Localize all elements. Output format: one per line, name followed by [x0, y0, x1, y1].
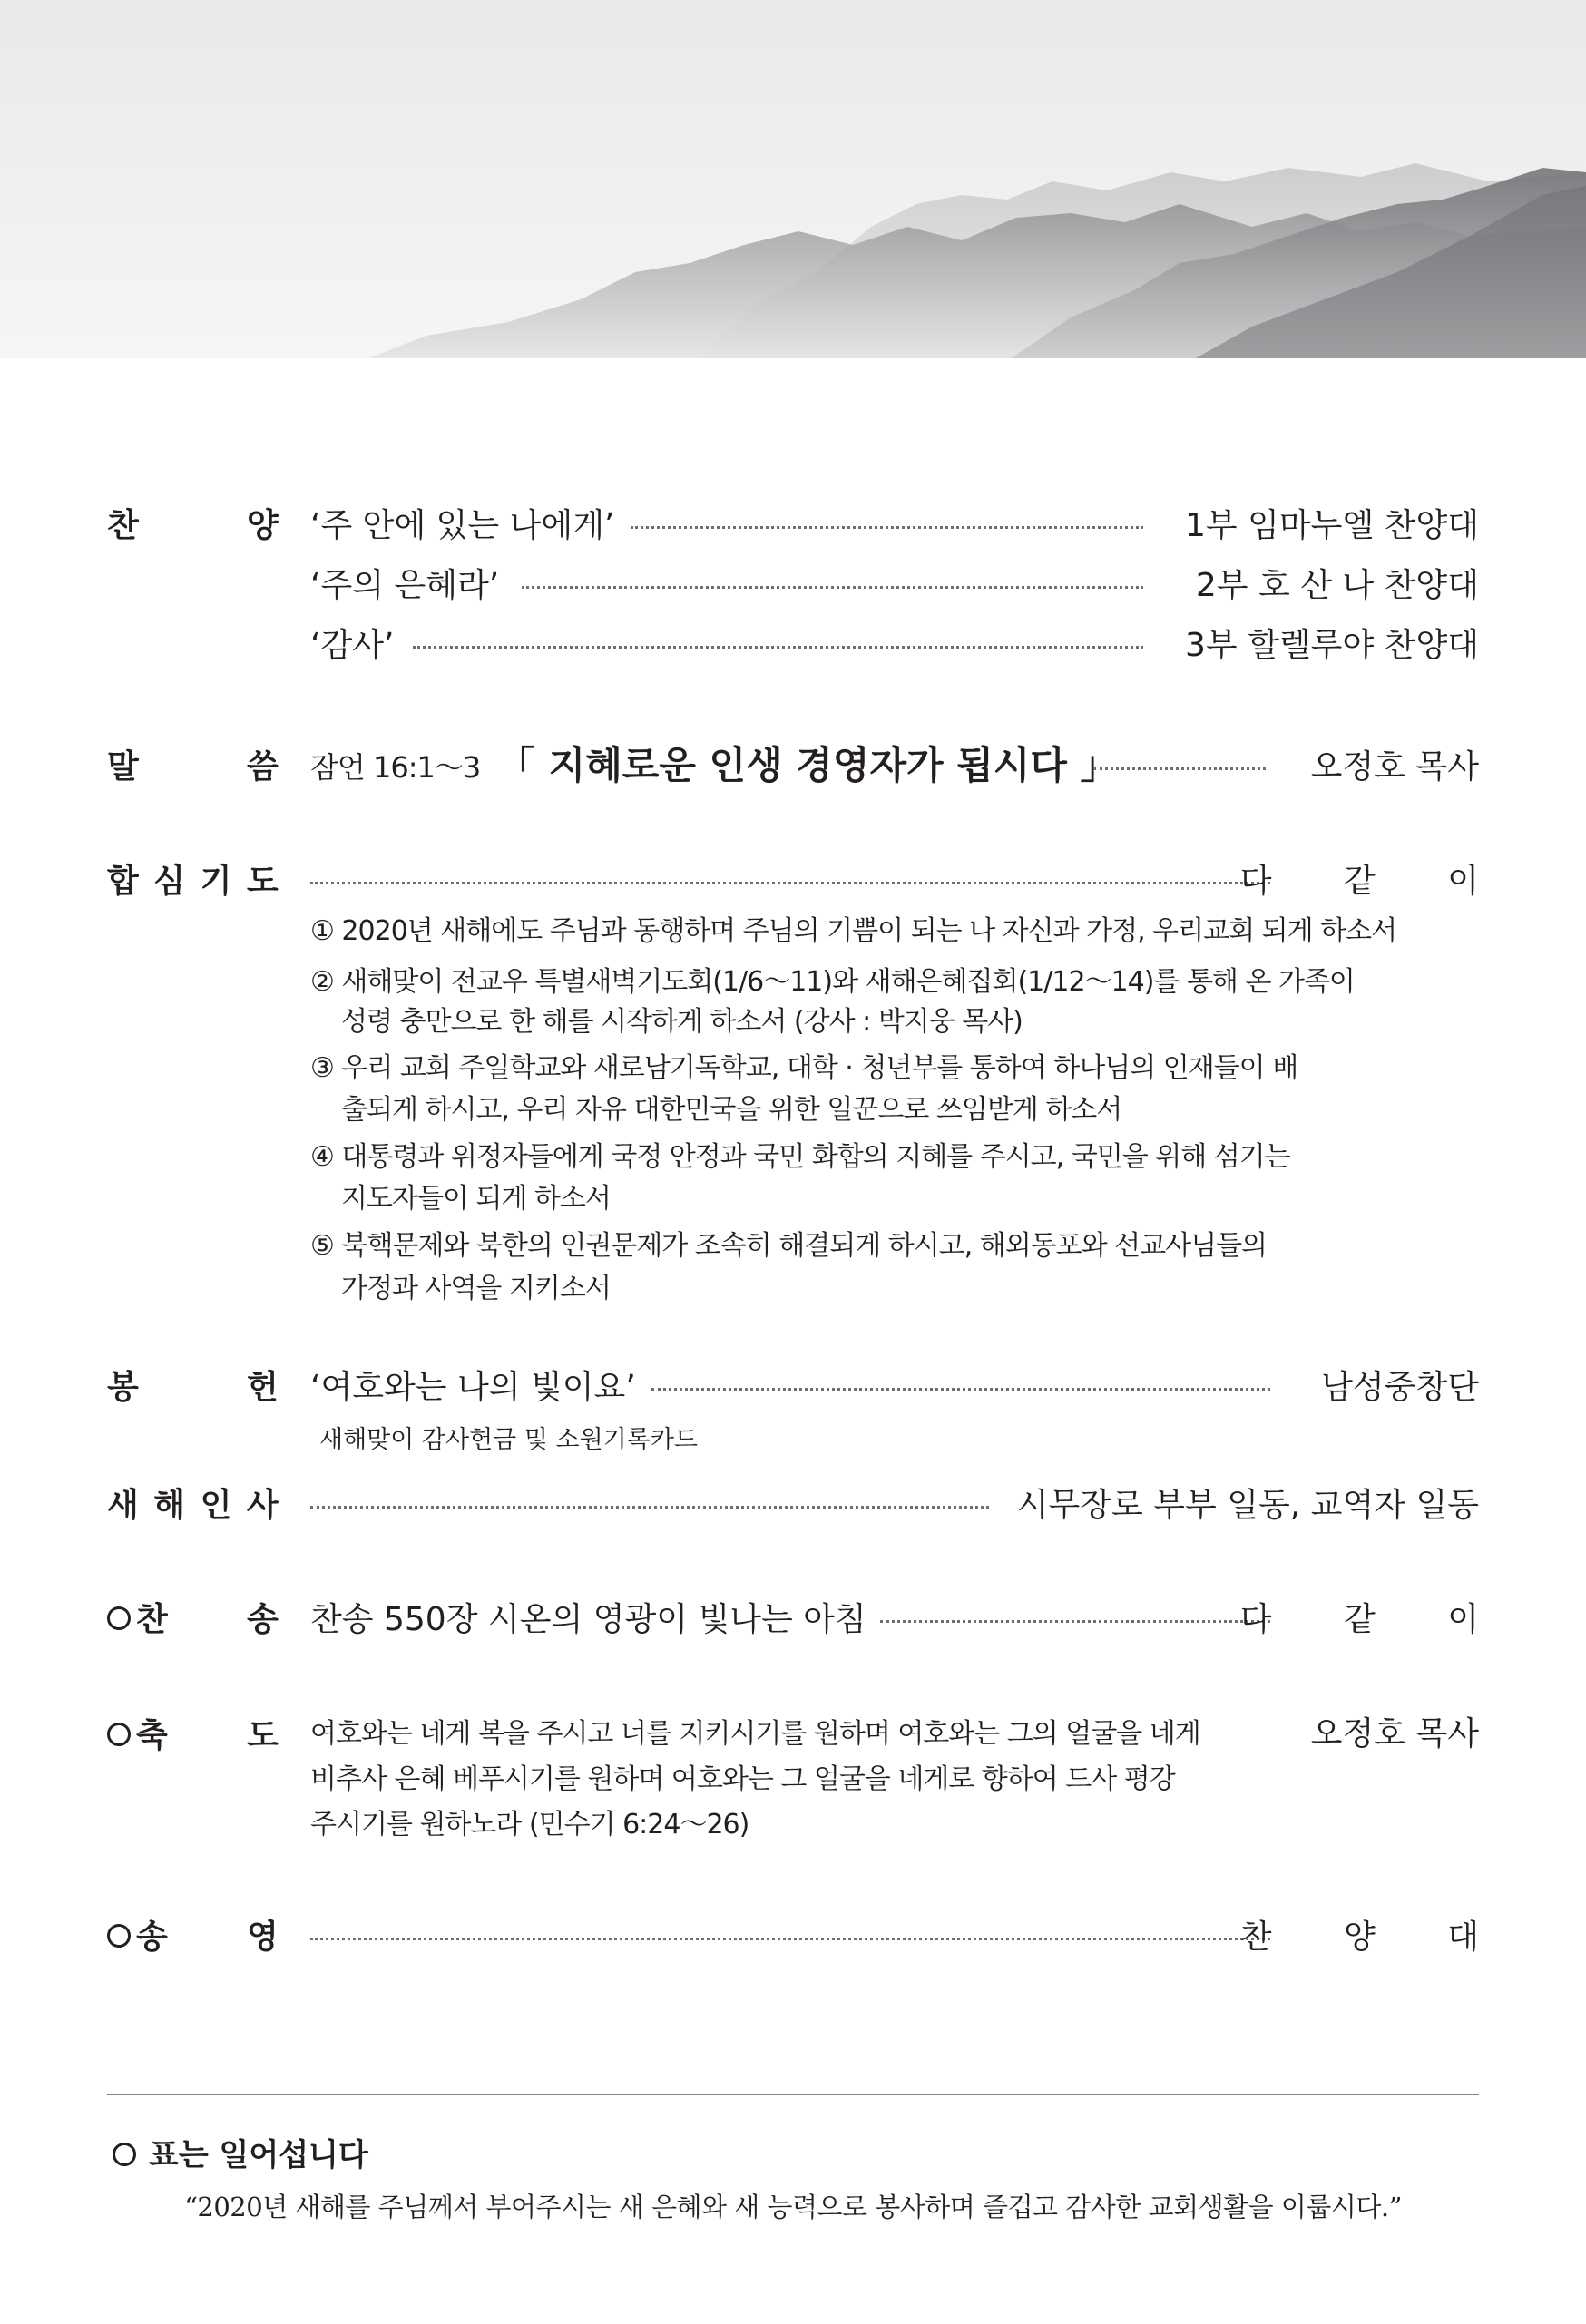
benediction-label-left: 축	[107, 1714, 168, 1758]
leader-dots	[413, 646, 1143, 649]
leader-dots	[310, 1506, 989, 1509]
offering-note: 새해맞이 감사헌금 및 소원기록카드	[319, 1426, 698, 1454]
hymn-label-right: 양	[247, 507, 279, 544]
sermon-title: 「 지혜로운 인생 경영자가 됩시다 」	[497, 743, 1119, 787]
greeting-label: 새 해 인 사	[107, 1487, 280, 1524]
offering-label-right: 헌	[247, 1369, 279, 1406]
hymn-label-left: 찬	[107, 507, 139, 544]
prayer-item-3: ③ 우리 교회 주일학교와 새로남기독학교, 대학 · 청년부를 통하여 하나님의 인재들이 배	[310, 1052, 1298, 1084]
doxology-label-right: 영	[247, 1919, 279, 1956]
doxology-label-left: 송	[107, 1916, 168, 1959]
sermon-scripture: 잠언 16:1～3	[310, 750, 481, 785]
praise-label-left: 찬	[107, 1598, 168, 1642]
prayer-item-1: ① 2020년 새해에도 주님과 동행하며 주님의 기쁨이 되는 나 자신과 가정, 우리교회 되게 하소서	[310, 915, 1397, 947]
prayer-item-5: ⑤ 북핵문제와 북한의 인권문제가 조속히 해결되게 하시고, 해외동포와 선교사님들의	[310, 1230, 1268, 1262]
leader-dots	[651, 1388, 1270, 1391]
leader-dots	[522, 586, 1143, 589]
hymn-title-1: ‘주 안에 있는 나에게’	[310, 507, 615, 544]
hymn-performer-3: 3부 할렐루야 찬양대	[1185, 627, 1479, 664]
standing-circle-icon	[107, 1723, 131, 1746]
prayer-item-3-cont: 출되게 하시고, 우리 자유 대한민국을 위한 일꾼으로 쓰임받게 하소서	[341, 1094, 1122, 1126]
praise-label-right: 송	[247, 1601, 279, 1638]
prayer-item-2: ② 새해맞이 전교우 특별새벽기도회(1/6～11)와 새해은혜집회(1/12～14)를 통해 온 가족이	[310, 966, 1355, 998]
leader-dots	[310, 882, 1270, 884]
leader-dots	[310, 1938, 1270, 1940]
footer-divider	[107, 2094, 1479, 2095]
standing-circle-icon	[107, 1924, 131, 1948]
hymn-title-2: ‘주의 은혜라’	[310, 567, 500, 604]
standing-circle-icon	[107, 1606, 131, 1630]
prayer-item-4: ④ 대통령과 위정자들에게 국정 안정과 국민 화합의 지혜를 주시고, 국민을 위해 섬기는	[310, 1141, 1290, 1173]
offering-label-left: 봉	[107, 1369, 139, 1406]
sermon-label-right: 씀	[247, 748, 279, 786]
sermon-speaker: 오정호 목사	[1310, 748, 1479, 786]
benediction-speaker: 오정호 목사	[1310, 1715, 1479, 1753]
standing-circle-icon	[113, 2143, 136, 2166]
prayer-item-4-cont: 지도자들이 되게 하소서	[341, 1183, 611, 1215]
benediction-line-2: 비추사 은혜 베푸시기를 원하며 여호와는 그 얼굴을 네게로 향하여 드사 평강	[310, 1763, 1175, 1795]
sermon-label-left: 말	[107, 748, 139, 786]
leader-dots	[880, 1620, 1270, 1623]
hymn-performer-1: 1부 임마누엘 찬양대	[1185, 507, 1479, 544]
leader-dots	[631, 526, 1143, 529]
mountain-banner-image	[0, 0, 1586, 367]
footer-motto: “2020년 새해를 주님께서 부어주시는 새 은혜와 새 능력으로 봉사하며 즐겁고 감사한 교회생활을 이룹시다.”	[184, 2192, 1402, 2222]
benediction-line-3: 주시기를 원하노라 (민수기 6:24～26)	[310, 1809, 749, 1841]
leader-dots	[1093, 767, 1266, 770]
prayer-who: 다 같 이	[1239, 863, 1510, 900]
hymn-title-3: ‘감사’	[310, 627, 395, 664]
hymn-performer-2: 2부 호 산 나 찬양대	[1195, 567, 1479, 604]
offering-performer: 남성중창단	[1321, 1369, 1479, 1406]
stand-note: 표는 일어섭니다	[113, 2134, 368, 2177]
offering-title: ‘여호와는 나의 빛이요’	[310, 1369, 636, 1406]
greeting-who: 시무장로 부부 일동, 교역자 일동	[1016, 1487, 1479, 1524]
praise-who: 다 같 이	[1239, 1601, 1510, 1638]
prayer-item-2-cont: 성령 충만으로 한 해를 시작하게 하소서 (강사 : 박지웅 목사)	[341, 1006, 1023, 1038]
benediction-line-1: 여호와는 네게 복을 주시고 너를 지키시기를 원하며 여호와는 그의 얼굴을 네게	[310, 1718, 1200, 1750]
benediction-label-right: 도	[247, 1717, 279, 1754]
prayer-item-5-cont: 가정과 사역을 지키소서	[341, 1273, 611, 1304]
prayer-label: 합 심 기 도	[107, 863, 280, 900]
praise-text: 찬송 550장 시온의 영광이 빛나는 아침	[310, 1601, 866, 1638]
doxology-who: 찬 양 대	[1239, 1919, 1510, 1956]
